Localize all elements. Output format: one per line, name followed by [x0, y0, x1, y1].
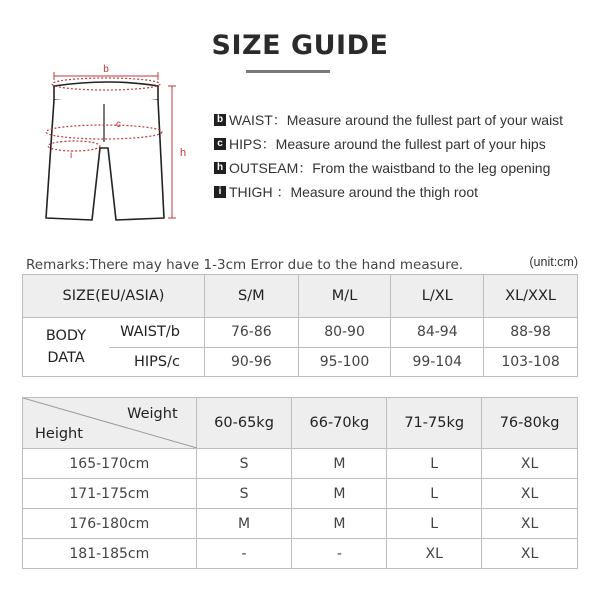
label-b: b [103, 64, 109, 75]
fit-cell: XL [387, 539, 482, 569]
fit-cell: M [292, 449, 387, 479]
height-cell: 176-180cm [23, 509, 197, 539]
label-i: i [70, 150, 73, 161]
size-cell: 88-98 [484, 318, 578, 348]
fit-cell: S [196, 479, 292, 509]
size-cell: 76-86 [204, 318, 298, 348]
label-h: h [180, 147, 187, 159]
data-label: DATA [47, 350, 85, 366]
body-label: BODY [45, 328, 87, 344]
size-cell: 84-94 [391, 318, 484, 348]
fit-row [23, 539, 578, 569]
size-header-cell: L/XL [391, 275, 484, 318]
fit-cell: L [387, 479, 482, 509]
weight-height-corner [23, 398, 197, 449]
fit-cell: - [196, 539, 292, 569]
title-underline [246, 70, 330, 73]
c-badge-icon: c [214, 138, 226, 150]
remarks-text: Remarks:There may have 1-3cm Error due to the hand measure. [26, 257, 464, 273]
page-title: SIZE GUIDE [211, 30, 389, 61]
size-cell: 99-104 [391, 347, 484, 377]
height-cell: 171-175cm [23, 479, 197, 509]
legend-item-thigh [214, 180, 584, 204]
fit-cell: XL [482, 449, 578, 479]
legend-text: THIGH ：Measure around the thigh root [229, 184, 479, 200]
unit-label: (unit:cm) [529, 255, 578, 269]
size-row-waist [23, 318, 578, 348]
fit-row [23, 509, 578, 539]
fit-cell: XL [482, 479, 578, 509]
fit-cell: S [196, 449, 292, 479]
size-cell: 80-90 [298, 318, 391, 348]
size-header-cell: S/M [204, 275, 298, 318]
size-header-cell: M/L [298, 275, 391, 318]
fit-cell: M [292, 509, 387, 539]
fit-cell: M [292, 479, 387, 509]
i-badge-icon: i [214, 186, 226, 198]
body-data-group [23, 318, 205, 377]
fit-cell: L [387, 449, 482, 479]
waist-row-label: WAIST/b [109, 318, 204, 348]
size-header-cell: XL/XXL [484, 275, 578, 318]
fit-header-row [23, 398, 578, 449]
h-badge-icon: h [214, 162, 226, 174]
legend-text: WAIST：Measure around the fullest part of your waist [229, 112, 564, 128]
size-cell: 103-108 [484, 347, 578, 377]
weight-header-cell: 60-65kg [196, 398, 292, 449]
weight-header-cell: 71-75kg [387, 398, 482, 449]
b-badge-icon: b [214, 114, 226, 126]
height-cell: 181-185cm [23, 539, 197, 569]
shorts-diagram [30, 60, 200, 230]
fit-cell: XL [482, 539, 578, 569]
fit-cell: XL [482, 509, 578, 539]
fit-cell: - [292, 539, 387, 569]
legend-text: OUTSEAM：From the waistband to the leg opening [229, 160, 551, 176]
size-header-label: SIZE(EU/ASIA) [23, 275, 205, 318]
hips-row-label: HIPS/c [133, 353, 180, 370]
label-c: c [116, 119, 121, 130]
weight-header-cell: 76-80kg [482, 398, 578, 449]
fit-table [22, 397, 578, 569]
weight-header-cell: 66-70kg [292, 398, 387, 449]
height-label: Height [35, 426, 83, 442]
shorts-waistband [54, 82, 158, 103]
measurement-legend [214, 108, 584, 204]
fit-row [23, 449, 578, 479]
fit-row [23, 479, 578, 509]
shorts-outline [46, 100, 164, 220]
size-cell: 95-100 [298, 347, 391, 377]
legend-item-outseam [214, 156, 584, 180]
height-cell: 165-170cm [23, 449, 197, 479]
size-table [22, 274, 578, 377]
size-cell: 90-96 [204, 347, 298, 377]
size-header-row [23, 275, 578, 318]
legend-item-hips [214, 132, 584, 156]
fit-cell: M [196, 509, 292, 539]
legend-text: HIPS：Measure around the fullest part of your hips [229, 136, 546, 152]
legend-item-waist [214, 108, 584, 132]
fit-cell: L [387, 509, 482, 539]
weight-label: Weight [127, 406, 178, 422]
